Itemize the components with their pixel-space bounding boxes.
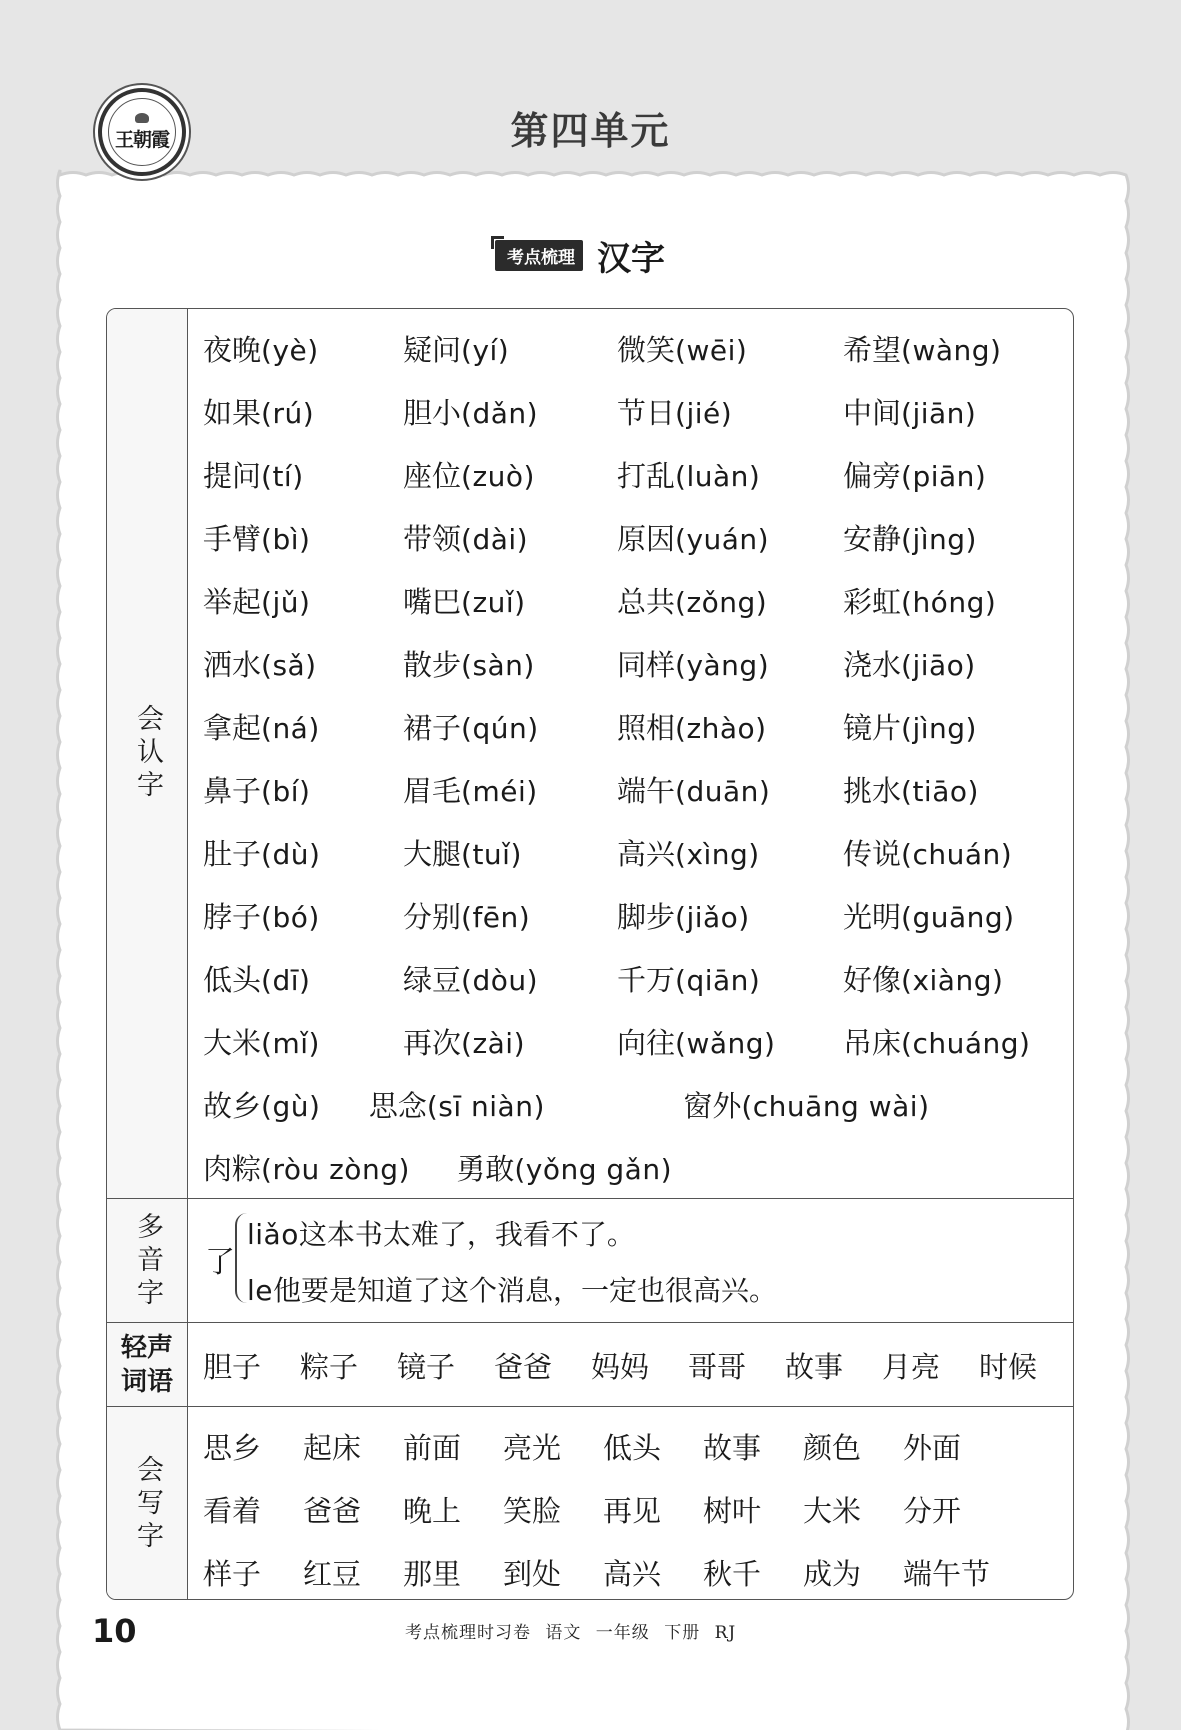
recognize-item: 眉毛(méi) <box>403 774 538 808</box>
neutral-tone-word: 时候 <box>979 1349 1038 1384</box>
recognize-item: 打乱(luàn) <box>617 459 761 493</box>
recognize-item: 疑问(yí) <box>403 333 510 367</box>
section-title: 汉字 <box>597 238 665 279</box>
recognize-item: 举起(jǔ) <box>203 585 311 619</box>
write-word: 笑脸 <box>503 1494 562 1528</box>
recognize-item: 大米(mǐ) <box>203 1026 320 1060</box>
recognize-item: 彩虹(hóng) <box>843 585 997 619</box>
write-word: 秋千 <box>703 1557 762 1591</box>
neutral-tone-word: 月亮 <box>882 1349 941 1384</box>
recognize-item: 节日(jié) <box>617 396 733 430</box>
neutral-tone-word: 粽子 <box>300 1349 359 1384</box>
recognize-item: 再次(zài) <box>403 1026 525 1060</box>
recognize-item: 镜片(jìng) <box>843 711 977 745</box>
recognize-item: 带领(dài) <box>403 522 529 556</box>
recognize-extra-row-2 <box>203 1138 672 1201</box>
recognize-item: 千万(qiān) <box>617 963 761 997</box>
recognize-item: 挑水(tiāo) <box>843 774 979 808</box>
write-word: 起床 <box>303 1431 362 1465</box>
recognize-item: 光明(guāng) <box>843 900 1015 934</box>
neutral-tone-label: 轻声 词语 <box>107 1323 188 1407</box>
section-tag: 考点梳理 <box>495 240 583 271</box>
write-word: 到处 <box>503 1557 562 1591</box>
recognize-item: 绿豆(dòu) <box>403 963 539 997</box>
write-word: 大米 <box>803 1494 862 1528</box>
write-word: 高兴 <box>603 1557 662 1591</box>
recognize-item: 散步(sàn) <box>403 648 535 682</box>
recognize-item: 提问(tí) <box>203 459 304 493</box>
polyphonic-row <box>107 1198 1073 1323</box>
recognize-item: 座位(zuò) <box>403 459 535 493</box>
write-word: 晚上 <box>403 1494 462 1528</box>
neutral-tone-word: 妈妈 <box>591 1349 650 1384</box>
recognize-item: 嘴巴(zuǐ) <box>403 585 526 619</box>
write-word: 树叶 <box>703 1494 762 1528</box>
write-word: 低头 <box>603 1431 662 1465</box>
recognize-item: 手臂(bì) <box>203 522 311 556</box>
recognize-item: 安静(jìng) <box>843 522 977 556</box>
neutral-tone-content <box>187 1323 1073 1407</box>
recognize-item: 低头(dī) <box>203 963 311 997</box>
recognize-item: 分别(fēn) <box>403 900 531 934</box>
recognize-item: 勇敢(yǒng gǎn) <box>456 1152 672 1186</box>
write-word: 亮光 <box>503 1431 562 1465</box>
neutral-tone-word: 爸爸 <box>494 1349 553 1384</box>
recognize-item: 夜晚(yè) <box>203 333 319 367</box>
neutral-tone-row <box>107 1322 1073 1407</box>
write-word: 端午节 <box>903 1557 991 1591</box>
polyphonic-char: 了 <box>205 1245 235 1280</box>
polyphonic-content <box>187 1199 1073 1323</box>
footer-text: 考点梳理时习卷 语文 一年级 下册 RJ <box>405 1623 737 1643</box>
write-grid <box>203 1417 1013 1600</box>
recognize-item: 大腿(tuǐ) <box>403 837 522 871</box>
recognize-item: 向往(wǎng) <box>617 1026 776 1060</box>
recognize-item: 脚步(jiǎo) <box>617 900 750 934</box>
neutral-tone-word: 胆子 <box>203 1349 262 1384</box>
write-word: 红豆 <box>303 1557 362 1591</box>
recognize-item: 微笑(wēi) <box>617 333 748 367</box>
recognize-item: 鼻子(bí) <box>203 774 311 808</box>
neutral-tone-word: 哥哥 <box>688 1349 747 1384</box>
recognize-row <box>107 309 1073 1198</box>
recognize-item: 总共(zǒng) <box>617 585 768 619</box>
recognize-item: 裙子(qún) <box>403 711 539 745</box>
recognize-item: 吊床(chuáng) <box>843 1026 1031 1060</box>
recognize-item: 洒水(sǎ) <box>203 648 317 682</box>
write-word: 分开 <box>903 1494 962 1528</box>
recognize-grid <box>203 319 1063 1075</box>
recognize-item: 中间(jiān) <box>843 396 977 430</box>
neutral-tone-word: 故事 <box>785 1349 844 1384</box>
recognize-item: 偏旁(piān) <box>843 459 987 493</box>
recognize-item: 窗外(chuāng wài) <box>683 1089 930 1123</box>
write-word: 样子 <box>203 1557 262 1591</box>
recognize-item: 拿起(ná) <box>203 711 320 745</box>
unit-title: 第四单元 <box>510 109 671 153</box>
recognize-item: 端午(duān) <box>617 774 771 808</box>
recognize-item: 好像(xiàng) <box>843 963 1004 997</box>
recognize-item: 希望(wàng) <box>843 333 1002 367</box>
recognize-item: 高兴(xìng) <box>617 837 760 871</box>
write-word: 外面 <box>903 1431 962 1465</box>
write-word: 颜色 <box>803 1431 862 1465</box>
recognize-item: 肉粽(ròu zòng) <box>203 1152 410 1186</box>
write-word: 那里 <box>403 1557 462 1591</box>
write-word: 前面 <box>403 1431 462 1465</box>
recognize-item: 传说(chuán) <box>843 837 1013 871</box>
recognize-item: 思念(sī niàn) <box>368 1089 545 1123</box>
recognize-extra-row-1 <box>203 1075 930 1138</box>
recognize-item: 同样(yàng) <box>617 648 770 682</box>
polyphonic-line-2: le他要是知道了这个消息，一定也很高兴。 <box>247 1274 778 1307</box>
write-word: 成为 <box>803 1557 862 1591</box>
write-word: 故事 <box>703 1431 762 1465</box>
recognize-item: 原因(yuán) <box>617 522 770 556</box>
recognize-item: 照相(zhào) <box>617 711 767 745</box>
write-word: 看着 <box>203 1494 262 1528</box>
write-word: 再见 <box>603 1494 662 1528</box>
polyphonic-label: 多音字 <box>107 1199 188 1323</box>
recognize-content <box>187 309 1073 1198</box>
section-heading <box>495 232 665 278</box>
neutral-tone-word: 镜子 <box>397 1349 456 1384</box>
recognize-label: 会认字 <box>107 309 188 1198</box>
recognize-item: 肚子(dù) <box>203 837 321 871</box>
recognize-item: 浇水(jiāo) <box>843 648 976 682</box>
recognize-item: 如果(rú) <box>203 396 315 430</box>
page-number: 10 <box>92 1612 137 1650</box>
recognize-item: 故乡(gù) <box>203 1089 321 1123</box>
recognize-item: 脖子(bó) <box>203 900 320 934</box>
polyphonic-line-1: liǎo这本书太难了，我看不了。 <box>247 1218 635 1251</box>
chinese-characters-table <box>106 308 1074 1600</box>
write-content <box>187 1407 1073 1600</box>
logo-text: 王朝霞 <box>114 128 169 151</box>
recognize-item: 胆小(dǎn) <box>403 396 539 430</box>
write-word: 思乡 <box>203 1431 262 1465</box>
write-label: 会写字 <box>107 1407 188 1600</box>
write-row <box>107 1406 1073 1600</box>
neutral-tone-words <box>203 1323 1074 1407</box>
write-word: 爸爸 <box>303 1494 362 1528</box>
